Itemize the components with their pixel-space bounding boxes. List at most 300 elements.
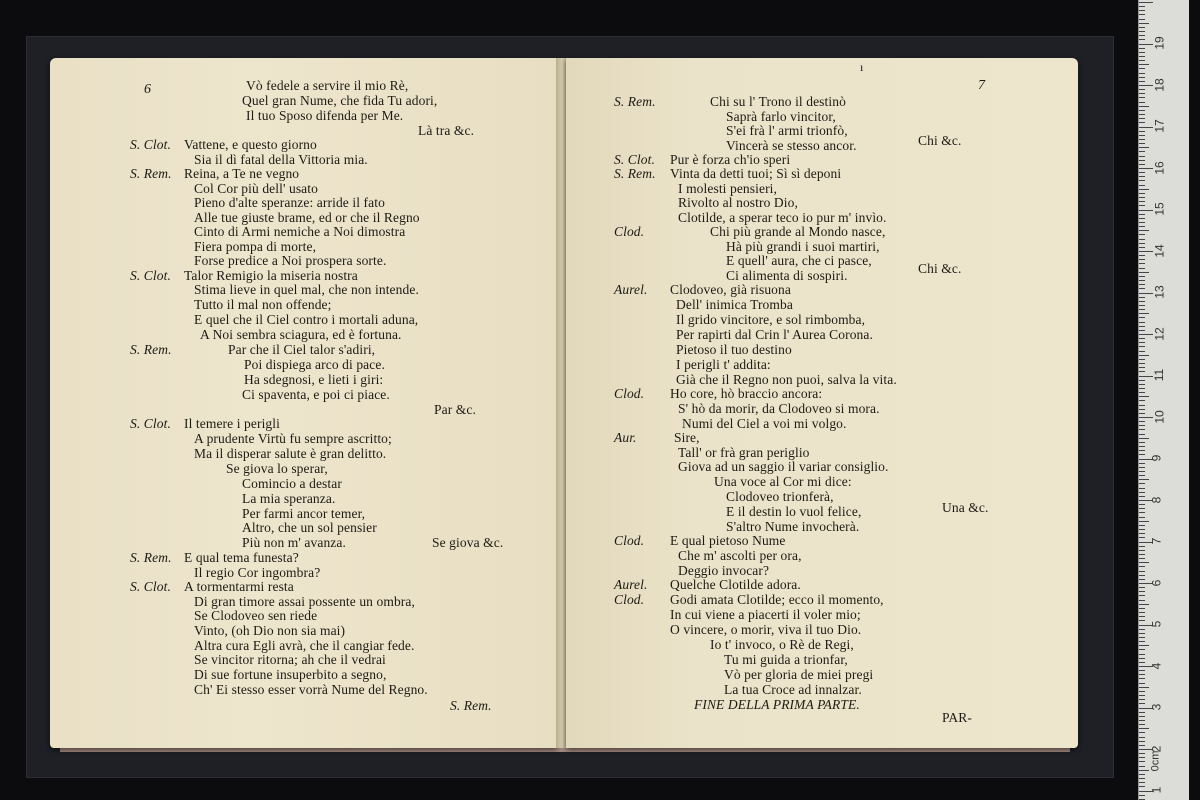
ruler-tick bbox=[1139, 654, 1145, 655]
ruler-tick bbox=[1139, 218, 1145, 219]
ruler-number: 1 bbox=[1149, 786, 1164, 794]
verse-line: I molesti pensieri, bbox=[678, 181, 778, 196]
speaker-label: Clod. bbox=[614, 386, 645, 401]
ruler-number: 9 bbox=[1149, 454, 1164, 462]
ruler-tick bbox=[1139, 143, 1145, 144]
speaker-label: Clod. bbox=[614, 224, 645, 239]
ruler-tick bbox=[1139, 359, 1145, 360]
ruler-tick bbox=[1139, 19, 1145, 20]
ruler-tick bbox=[1139, 782, 1145, 783]
verse-line: E quel che il Ciel contro i mortali aduna, bbox=[194, 312, 419, 327]
ruler-number: 10 bbox=[1152, 409, 1167, 424]
speaker-label: S. Rem. bbox=[614, 166, 656, 181]
verse-line: S. Rem. bbox=[450, 698, 492, 713]
ruler-tick bbox=[1139, 164, 1145, 165]
ruler-tick bbox=[1139, 446, 1145, 447]
page-number: 7 bbox=[978, 78, 986, 93]
ruler-tick bbox=[1139, 326, 1145, 327]
ruler-tick bbox=[1139, 649, 1145, 650]
verse-line: Che m' ascolti per ora, bbox=[678, 548, 802, 563]
ruler-tick bbox=[1139, 44, 1153, 45]
ruler-tick bbox=[1139, 512, 1145, 513]
ruler-tick bbox=[1139, 641, 1145, 642]
ruler-tick bbox=[1139, 774, 1145, 775]
verse-line: Pieno d'alte speranze: arride il fato bbox=[194, 195, 385, 210]
ruler-tick bbox=[1139, 604, 1149, 605]
ruler-tick bbox=[1139, 193, 1145, 194]
verse-line: Comincio a destar bbox=[242, 476, 342, 491]
ruler-tick bbox=[1139, 110, 1145, 111]
ruler-tick bbox=[1139, 317, 1145, 318]
ruler-tick bbox=[1139, 214, 1145, 215]
verse-line: Numi del Ciel a voi mi volgo. bbox=[682, 416, 847, 431]
ruler-tick bbox=[1139, 305, 1145, 306]
ruler-tick bbox=[1139, 562, 1149, 563]
ruler-tick bbox=[1139, 620, 1145, 621]
verse-line: Col Cor più dell' usato bbox=[194, 181, 318, 196]
ruler-tick bbox=[1139, 276, 1145, 277]
ruler-tick bbox=[1139, 591, 1145, 592]
ruler-tick bbox=[1139, 330, 1145, 331]
ruler-tick bbox=[1139, 6, 1145, 7]
ruler-tick bbox=[1139, 85, 1153, 86]
verse-line: In cui viene a piacerti il voler mio; bbox=[670, 607, 861, 622]
verse-line: Clodoveo trionferà, bbox=[726, 489, 834, 504]
verse-line: Stima lieve in quel mal, che non intende. bbox=[194, 282, 419, 297]
ruler-number: 3 bbox=[1149, 703, 1164, 711]
ruler-number: 16 bbox=[1152, 160, 1167, 175]
verse-line: E quell' aura, che ci pasce, bbox=[726, 253, 872, 268]
verse-line: Là tra &c. bbox=[418, 123, 475, 138]
ruler-tick bbox=[1139, 645, 1149, 646]
ruler-tick bbox=[1139, 417, 1153, 418]
verse-line: Quelche Clotilde adora. bbox=[670, 577, 801, 592]
speaker-label: Clod. bbox=[614, 592, 645, 607]
ruler-tick bbox=[1139, 180, 1145, 181]
ruler-number: 2 bbox=[1149, 745, 1164, 752]
ruler-tick bbox=[1139, 724, 1145, 725]
ruler-tick bbox=[1139, 297, 1145, 298]
ruler-tick bbox=[1139, 778, 1145, 779]
ruler-tick bbox=[1139, 172, 1145, 173]
verse-line: Reina, a Te ne vegno bbox=[184, 166, 300, 181]
verse-line: La mia speranza. bbox=[242, 491, 336, 506]
ruler-tick bbox=[1139, 226, 1145, 227]
ruler-tick bbox=[1139, 247, 1145, 248]
verse-line: Chi &c. bbox=[918, 133, 962, 148]
verse-line: Tu mi guida a trionfar, bbox=[724, 652, 848, 667]
ruler-tick bbox=[1139, 239, 1145, 240]
ruler-tick bbox=[1139, 716, 1145, 717]
ruler-tick bbox=[1139, 600, 1145, 601]
ruler-tick bbox=[1139, 554, 1145, 555]
ruler-tick bbox=[1139, 334, 1153, 335]
ruler-tick bbox=[1139, 131, 1145, 132]
ruler-tick bbox=[1139, 533, 1145, 534]
ruler-number: 11 bbox=[1152, 368, 1167, 382]
ruler-tick bbox=[1139, 201, 1145, 202]
verse-line: Ha sdegnosi, e lieti i giri: bbox=[244, 372, 384, 387]
ruler-tick bbox=[1139, 525, 1145, 526]
verse-line: Pur è forza ch'io speri bbox=[670, 152, 791, 167]
ruler-tick bbox=[1139, 504, 1145, 505]
ruler-tick bbox=[1139, 695, 1145, 696]
ruler-tick bbox=[1139, 757, 1145, 758]
verse-line: A tormentarmi resta bbox=[184, 579, 294, 594]
ruler-tick bbox=[1139, 405, 1145, 406]
ruler-tick bbox=[1139, 210, 1153, 211]
ruler-tick bbox=[1139, 313, 1149, 314]
ruler-tick bbox=[1139, 288, 1145, 289]
verse-line: PAR- bbox=[942, 710, 972, 725]
verse-line: E il destin lo vuol felice, bbox=[726, 504, 862, 519]
speaker-label: Aurel. bbox=[614, 282, 648, 297]
verse-line: Godi amata Clotilde; ecco il momento, bbox=[670, 592, 884, 607]
verse-line: Il tuo Sposo difenda per Me. bbox=[246, 108, 404, 123]
ruler-tick bbox=[1139, 488, 1145, 489]
speaker-label: S. Clot. bbox=[130, 268, 171, 283]
ruler-number: 4 bbox=[1149, 662, 1164, 669]
ruler-tick bbox=[1139, 699, 1145, 700]
ruler-tick bbox=[1139, 147, 1149, 148]
ruler-tick bbox=[1139, 122, 1145, 123]
ruler-tick bbox=[1139, 720, 1145, 721]
ruler-tick bbox=[1139, 496, 1145, 497]
ruler-tick bbox=[1139, 388, 1145, 389]
ruler-tick bbox=[1139, 39, 1145, 40]
ruler-tick bbox=[1139, 230, 1149, 231]
ruler-tick bbox=[1139, 421, 1145, 422]
ruler-tick bbox=[1139, 558, 1145, 559]
ruler-tick bbox=[1139, 770, 1149, 771]
verse-line: Alle tue giuste brame, ed or che il Regno bbox=[194, 210, 420, 225]
verse-line: Di sue fortune insuperbito a segno, bbox=[194, 667, 387, 682]
speaker-label: S. Rem. bbox=[130, 550, 172, 565]
ruler-tick bbox=[1139, 737, 1145, 738]
ruler-number: 14 bbox=[1152, 243, 1167, 258]
verse-line: Il regio Cor ingombra? bbox=[194, 565, 321, 580]
ruler-tick bbox=[1139, 151, 1145, 152]
ruler-tick bbox=[1139, 529, 1145, 530]
verse-line: Se vincitor ritorna; ah che il vedrai bbox=[194, 652, 386, 667]
ruler-tick bbox=[1139, 14, 1145, 15]
verse-line: Ci spaventa, e poi ci piace. bbox=[242, 387, 390, 402]
ruler-tick bbox=[1139, 185, 1145, 186]
ruler-tick bbox=[1139, 537, 1145, 538]
ruler-tick bbox=[1139, 64, 1149, 65]
verse-line: Rivolto al nostro Dio, bbox=[678, 195, 798, 210]
ruler-unit-label: 0cm bbox=[1149, 750, 1162, 772]
ruler-tick bbox=[1139, 595, 1145, 596]
verse-line: Ci alimenta di sospiri. bbox=[726, 268, 848, 283]
verse-line: Giova ad un saggio il variar consiglio. bbox=[678, 459, 889, 474]
verse-line: Una voce al Cor mi dice: bbox=[714, 474, 852, 489]
ruler-tick bbox=[1139, 637, 1145, 638]
verse-line: Per farmi ancor temer, bbox=[242, 506, 366, 521]
ruler-tick bbox=[1139, 795, 1145, 796]
ruler-tick bbox=[1139, 102, 1145, 103]
ruler-tick bbox=[1139, 579, 1145, 580]
verse-line: Chi più grande al Mondo nasce, bbox=[710, 224, 886, 239]
ruler-tick bbox=[1139, 633, 1145, 634]
verse-line: Per rapirti dal Crin l' Aurea Corona. bbox=[676, 327, 873, 342]
ruler-tick bbox=[1139, 745, 1145, 746]
ruler-tick bbox=[1139, 135, 1145, 136]
ruler-tick bbox=[1139, 222, 1145, 223]
verse-line: I perigli t' addita: bbox=[676, 357, 771, 372]
verse-line: Hà più grandi i suoi martiri, bbox=[726, 239, 880, 254]
ruler-tick bbox=[1139, 259, 1145, 260]
ruler-tick bbox=[1139, 728, 1149, 729]
ruler-tick bbox=[1139, 508, 1145, 509]
ruler-tick bbox=[1139, 280, 1145, 281]
ruler-tick bbox=[1139, 662, 1145, 663]
ruler-tick bbox=[1139, 687, 1149, 688]
ruler-tick bbox=[1139, 272, 1149, 273]
ruler-tick bbox=[1139, 68, 1145, 69]
ruler-tick bbox=[1139, 438, 1149, 439]
ruler-tick bbox=[1139, 753, 1145, 754]
verse-line: Altro, che un sol pensier bbox=[242, 520, 377, 535]
verse-line: Ho core, hò braccio ancora: bbox=[670, 386, 823, 401]
verse-line: S'ei frà l' armi trionfò, bbox=[726, 123, 848, 138]
verse-line: Sire, bbox=[674, 430, 700, 445]
verse-line: Clodoveo, già risuona bbox=[670, 282, 791, 297]
ruler-tick bbox=[1139, 160, 1145, 161]
verse-line: Par &c. bbox=[434, 402, 476, 417]
ruler-tick bbox=[1139, 156, 1145, 157]
verse-line: Chi &c. bbox=[918, 261, 962, 276]
ruler-tick bbox=[1139, 471, 1145, 472]
ruler-tick bbox=[1139, 127, 1153, 128]
verse-line: Già che il Regno non puoi, salva la vita. bbox=[676, 372, 897, 387]
ruler-tick bbox=[1139, 118, 1145, 119]
verse-line: Ma il disperar salute è gran delitto. bbox=[194, 446, 387, 461]
ruler-tick bbox=[1139, 517, 1145, 518]
ruler-tick bbox=[1139, 234, 1145, 235]
verse-line: Quel gran Nume, che fida Tu adori, bbox=[242, 93, 438, 108]
verse-line: Pietoso il tuo destino bbox=[676, 342, 792, 357]
speaker-label: Aurel. bbox=[614, 577, 648, 592]
ruler-tick bbox=[1139, 351, 1145, 352]
ruler-tick bbox=[1139, 442, 1145, 443]
ruler-tick bbox=[1139, 587, 1145, 588]
speaker-label: S. Rem. bbox=[614, 94, 656, 109]
ruler-tick bbox=[1139, 483, 1145, 484]
ruler-tick bbox=[1139, 608, 1145, 609]
speaker-label: Clod. bbox=[614, 533, 645, 548]
ruler-tick bbox=[1139, 205, 1145, 206]
ruler-tick bbox=[1139, 475, 1145, 476]
ruler-tick bbox=[1139, 263, 1145, 264]
speaker-label: S. Clot. bbox=[130, 137, 171, 152]
ruler-tick bbox=[1139, 629, 1145, 630]
ruler-tick bbox=[1139, 106, 1149, 107]
ruler-tick bbox=[1139, 176, 1145, 177]
verse-line: E qual pietoso Nume bbox=[670, 533, 786, 548]
ruler-tick bbox=[1139, 467, 1145, 468]
ruler-tick bbox=[1139, 197, 1145, 198]
page-number: 6 bbox=[144, 82, 152, 97]
verse-line: Deggio invocar? bbox=[678, 563, 770, 578]
ruler-tick bbox=[1139, 168, 1153, 169]
verse-line: Tutto il mal non offende; bbox=[194, 297, 332, 312]
verse-line: Se giova &c. bbox=[432, 535, 504, 550]
verse-line: Vattene, e questo giorno bbox=[184, 137, 317, 152]
ruler-tick bbox=[1139, 463, 1145, 464]
ruler-tick bbox=[1139, 93, 1145, 94]
ruler-tick bbox=[1139, 342, 1145, 343]
verse-line: Cinto di Armi nemiche a Noi dimostra bbox=[194, 224, 406, 239]
ruler-tick bbox=[1139, 450, 1145, 451]
ruler-tick bbox=[1139, 683, 1145, 684]
ruler-tick bbox=[1139, 550, 1145, 551]
verse-line: S'altro Nume invocherà. bbox=[726, 519, 860, 534]
ruler-tick bbox=[1139, 89, 1145, 90]
verse-line: FINE DELLA PRIMA PARTE. bbox=[694, 697, 860, 712]
left-page bbox=[50, 58, 558, 748]
ruler-tick bbox=[1139, 293, 1153, 294]
ruler-tick bbox=[1139, 761, 1145, 762]
ruler-tick bbox=[1139, 2, 1153, 3]
ruler-tick bbox=[1139, 376, 1153, 377]
verse-line: Vinta da detti tuoi; Sì sì deponi bbox=[670, 166, 842, 181]
ruler-tick bbox=[1139, 27, 1145, 28]
ruler-tick bbox=[1139, 434, 1145, 435]
ruler-tick bbox=[1139, 678, 1145, 679]
ruler-tick bbox=[1139, 322, 1145, 323]
ruler-tick bbox=[1139, 571, 1145, 572]
speaker-label: S. Rem. bbox=[130, 166, 172, 181]
verse-line: Di gran timore assai possente un ombra, bbox=[194, 594, 415, 609]
ruler-tick bbox=[1139, 97, 1145, 98]
verse-line: Se Clodoveo sen riede bbox=[194, 608, 318, 623]
ruler-number: 8 bbox=[1149, 496, 1164, 503]
ruler-tick bbox=[1139, 425, 1145, 426]
verse-line: Io t' invoco, o Rè de Regi, bbox=[710, 637, 854, 652]
ruler-tick bbox=[1139, 255, 1145, 256]
ruler-number: 5 bbox=[1149, 620, 1164, 628]
verse-line: A prudente Virtù fu sempre ascritto; bbox=[194, 431, 392, 446]
speaker-label: S. Rem. bbox=[130, 342, 172, 357]
ruler-tick bbox=[1139, 409, 1145, 410]
verse-line: Forse predice a Noi prospera sorte. bbox=[194, 253, 387, 268]
verse-line: O vincere, o morir, viva il tuo Dio. bbox=[670, 622, 862, 637]
verse-line: Par che il Ciel talor s'adiri, bbox=[228, 342, 376, 357]
verse-line: A Noi sembra sciagura, ed è fortuna. bbox=[200, 327, 402, 342]
verse-line: Più non m' avanza. bbox=[242, 535, 346, 550]
ruler-tick bbox=[1139, 392, 1145, 393]
speaker-label: Aur. bbox=[614, 430, 637, 445]
ruler-tick bbox=[1139, 189, 1149, 190]
verse-line: Clotilde, a sperar teco io pur m' invìo. bbox=[678, 210, 887, 225]
verse-line: Ch' Ei stesso esser vorrà Nume del Regno. bbox=[194, 682, 428, 697]
verse-line: Tall' or frà gran periglio bbox=[678, 445, 810, 460]
ruler-tick bbox=[1139, 691, 1145, 692]
ruler-tick bbox=[1139, 479, 1149, 480]
ruler-tick bbox=[1139, 703, 1145, 704]
ruler-tick bbox=[1139, 612, 1145, 613]
verse-line: Dell' inimica Tromba bbox=[676, 297, 793, 312]
ruler-tick bbox=[1139, 139, 1145, 140]
speaker-label: S. Clot. bbox=[130, 579, 171, 594]
ruler-number: 12 bbox=[1152, 326, 1167, 341]
verse-line: Talor Remigio la miseria nostra bbox=[184, 268, 358, 283]
ruler-tick bbox=[1139, 52, 1145, 53]
ruler-tick bbox=[1139, 396, 1149, 397]
ruler-tick bbox=[1139, 380, 1145, 381]
top-mark: ı bbox=[860, 60, 864, 74]
ruler-number: 18 bbox=[1152, 77, 1167, 92]
ruler-tick bbox=[1139, 670, 1145, 671]
verse-line: Saprà farlo vincitor, bbox=[726, 109, 836, 124]
verse-line: La tua Croce ad innalzar. bbox=[724, 682, 862, 697]
ruler-tick bbox=[1139, 367, 1145, 368]
ruler-tick bbox=[1139, 766, 1145, 767]
right-page bbox=[566, 58, 1078, 748]
ruler-tick bbox=[1139, 48, 1145, 49]
speaker-label: S. Clot. bbox=[130, 416, 171, 431]
ruler-tick bbox=[1139, 243, 1145, 244]
ruler-tick bbox=[1139, 575, 1145, 576]
ruler-tick bbox=[1139, 429, 1145, 430]
verse-line: Il grido vincitore, e sol rimbomba, bbox=[676, 312, 866, 327]
ruler-tick bbox=[1139, 251, 1153, 252]
ruler-number: 7 bbox=[1149, 537, 1164, 545]
verse-line: Vinto, (oh Dio non sia mai) bbox=[194, 623, 346, 638]
ruler-tick bbox=[1139, 355, 1149, 356]
ruler-tick bbox=[1139, 23, 1149, 24]
verse-line: Sia il dì fatal della Vittoria mia. bbox=[194, 152, 368, 167]
ruler-tick bbox=[1139, 712, 1145, 713]
verse-line: E qual tema funesta? bbox=[184, 550, 299, 565]
ruler-tick bbox=[1139, 114, 1145, 115]
ruler-tick bbox=[1139, 413, 1145, 414]
ruler-tick bbox=[1139, 35, 1145, 36]
ruler-tick bbox=[1139, 566, 1145, 567]
ruler-tick bbox=[1139, 363, 1145, 364]
ruler-tick bbox=[1139, 674, 1145, 675]
ruler-tick bbox=[1139, 658, 1145, 659]
ruler-tick bbox=[1139, 492, 1145, 493]
ruler-tick bbox=[1139, 309, 1145, 310]
ruler-tick bbox=[1139, 521, 1149, 522]
verse-line: S' hò da morir, da Clodoveo si mora. bbox=[678, 401, 880, 416]
ruler-tick bbox=[1139, 346, 1145, 347]
ruler-tick bbox=[1139, 56, 1145, 57]
ruler-tick bbox=[1139, 384, 1145, 385]
ruler-tick bbox=[1139, 77, 1145, 78]
ruler-number: 15 bbox=[1152, 202, 1167, 216]
ruler-number: 17 bbox=[1152, 119, 1167, 133]
ruler-tick bbox=[1139, 616, 1145, 617]
ruler-tick bbox=[1139, 338, 1145, 339]
verse-line: Una &c. bbox=[942, 500, 989, 515]
ruler-tick bbox=[1139, 31, 1145, 32]
ruler-tick bbox=[1139, 10, 1145, 11]
ruler-tick bbox=[1139, 371, 1145, 372]
ruler-tick bbox=[1139, 81, 1145, 82]
ruler-tick bbox=[1139, 546, 1145, 547]
verse-line: Poi dispiega arco di pace. bbox=[244, 357, 385, 372]
ruler-tick bbox=[1139, 284, 1145, 285]
ruler-tick bbox=[1139, 60, 1145, 61]
ruler-tick bbox=[1139, 454, 1145, 455]
ruler-number: 6 bbox=[1149, 579, 1164, 586]
measurement-ruler bbox=[1138, 0, 1189, 800]
ruler-tick bbox=[1139, 400, 1145, 401]
ruler-number: 19 bbox=[1152, 36, 1167, 50]
